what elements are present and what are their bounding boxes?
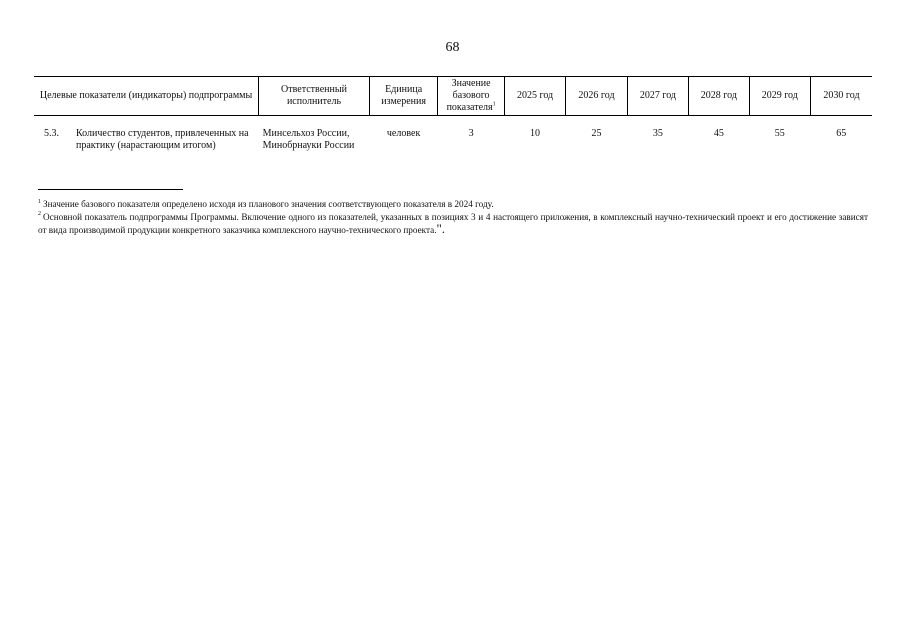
header-base-value (438, 77, 504, 116)
header-base-value-text: Значение базового показателя (446, 78, 493, 113)
footnote-text: Основной показатель подпрограммы Программы. Включение одного из показателей, указанных в позициях 3 и 4 настоящего приложения, в комплексный научно-технический проект и его достижение зависят от вида производимой продукции конкретного заказчика комплексного научно-технического проекта. (38, 211, 868, 235)
indicator-name: Количество студентов, привлеченных на практику (нарастающим итогом) (76, 128, 249, 151)
footnote-1 (38, 198, 868, 211)
cell-year-value: 35 (652, 128, 663, 139)
cell-year-value: 25 (591, 128, 602, 139)
footnote-divider (38, 189, 183, 190)
cell-year-value: 55 (774, 128, 785, 139)
header-year: 2027 год (627, 77, 688, 116)
footnote-2 (38, 211, 868, 237)
footnote-mark: 2 (38, 211, 41, 218)
header-year: 2025 год (504, 77, 565, 116)
cell-year-value: 10 (530, 128, 541, 139)
header-unit: Единица измерения (369, 77, 437, 116)
footnote-text: Значение базового показателя определено исходя из планового значения соответствующего показателя в 2024 году. (43, 199, 494, 209)
header-year: 2030 год (811, 77, 873, 116)
indicators-table (34, 76, 872, 152)
cell-base-value: 3 (468, 128, 474, 139)
header-year: 2026 год (566, 77, 627, 116)
cell-responsible: Минсельхоз России, Минобрнауки России (262, 128, 355, 151)
header-responsible: Ответственный исполнитель (259, 77, 370, 116)
footnote-mark: 1 (38, 198, 41, 205)
header-year: 2028 год (689, 77, 749, 116)
cell-year-value: 65 (836, 128, 847, 139)
table-row (34, 116, 872, 153)
footnotes (38, 198, 868, 237)
header-indicator: Целевые показатели (индикаторы) подпрограммы (34, 77, 259, 116)
closing-quote: ". (436, 221, 446, 236)
table-header-row (34, 77, 872, 116)
page-number: 68 (445, 40, 460, 55)
footnote-ref: 1 (492, 101, 496, 108)
cell-unit: человек (386, 128, 421, 139)
row-number: 5.3. (44, 128, 59, 139)
cell-year-value: 45 (713, 128, 724, 139)
cell-indicator (34, 116, 259, 153)
header-year: 2029 год (749, 77, 810, 116)
